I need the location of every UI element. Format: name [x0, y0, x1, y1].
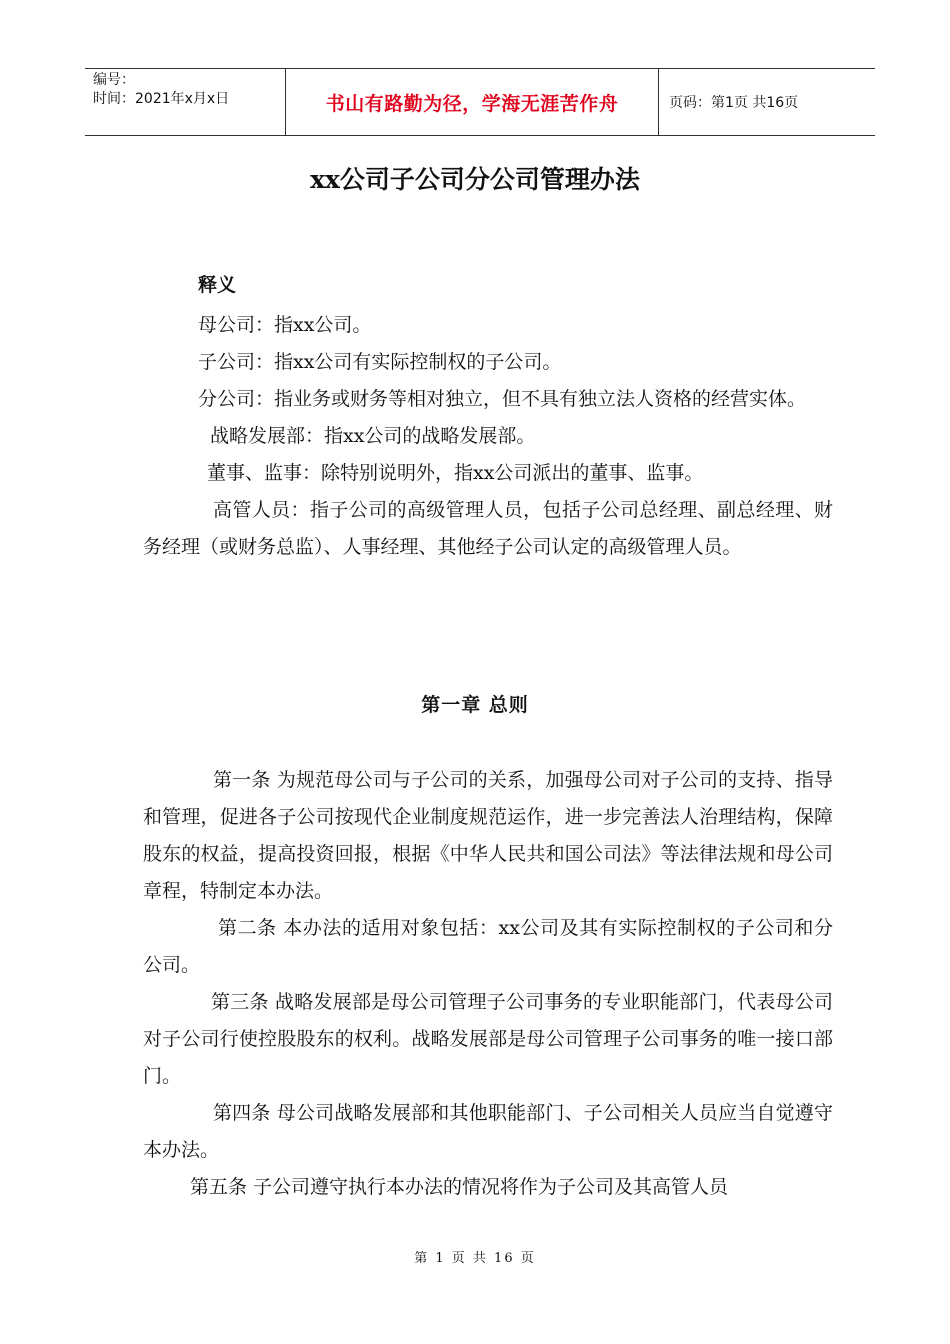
definitions-heading: 释义	[198, 274, 237, 296]
page-footer: 第 1 页 共 16 页	[414, 1251, 536, 1266]
article-paragraph: 第四条 母公司战略发展部和其他职能部门、子公司相关人员应当自觉遵守本办法。	[143, 1102, 833, 1161]
document-time-label: 时间：2021年x月x日	[93, 91, 230, 107]
article-paragraph: 第二条 本办法的适用对象包括：xx公司及其有实际控制权的子公司和分公司。	[143, 917, 833, 976]
document-title: xx公司子公司分公司管理办法	[310, 165, 640, 194]
article-paragraph: 第五条 子公司遵守执行本办法的情况将作为子公司及其高管人员	[190, 1176, 729, 1198]
definition-item: 母公司：指xx公司。	[198, 314, 372, 336]
page-header	[85, 68, 875, 136]
chapter-heading: 第一章 总则	[421, 694, 529, 716]
definition-item: 子公司：指xx公司有实际控制权的子公司。	[198, 351, 562, 373]
document-number-label: 编号：	[93, 72, 135, 88]
definition-item: 战略发展部：指xx公司的战略发展部。	[210, 425, 536, 447]
header-meta	[85, 69, 286, 135]
article-paragraph: 第一条 为规范母公司与子公司的关系，加强母公司对子公司的支持、指导和管理，促进各子公司按现代企业制度规范运作，进一步完善法人治理结构，保障股东的权益，提高投资回报，根据《中华人民共和国公司法》等法律法规和母公司章程，特制定本办法。	[143, 769, 833, 902]
header-slogan: 书山有路勤为径，学海无涯苦作舟	[286, 69, 659, 135]
chapter-articles	[143, 762, 833, 1206]
definition-item: 分公司：指业务或财务等相对独立，但不具有独立法人资格的经营实体。	[198, 388, 807, 410]
header-page-number: 页码：第1页 共16页	[669, 95, 799, 111]
article-paragraph: 第三条 战略发展部是母公司管理子公司事务的专业职能部门，代表母公司对子公司行使控股股东的权利。战略发展部是母公司管理子公司事务的唯一接口部门。	[143, 991, 833, 1087]
definition-item: 高管人员：指子公司的高级管理人员，包括子公司总经理、副总经理、财务经理（或财务总监）、人事经理、其他经子公司认定的高级管理人员。	[143, 499, 833, 558]
definition-item: 董事、监事：除特别说明外，指xx公司派出的董事、监事。	[207, 462, 704, 484]
definitions-list	[143, 307, 833, 566]
